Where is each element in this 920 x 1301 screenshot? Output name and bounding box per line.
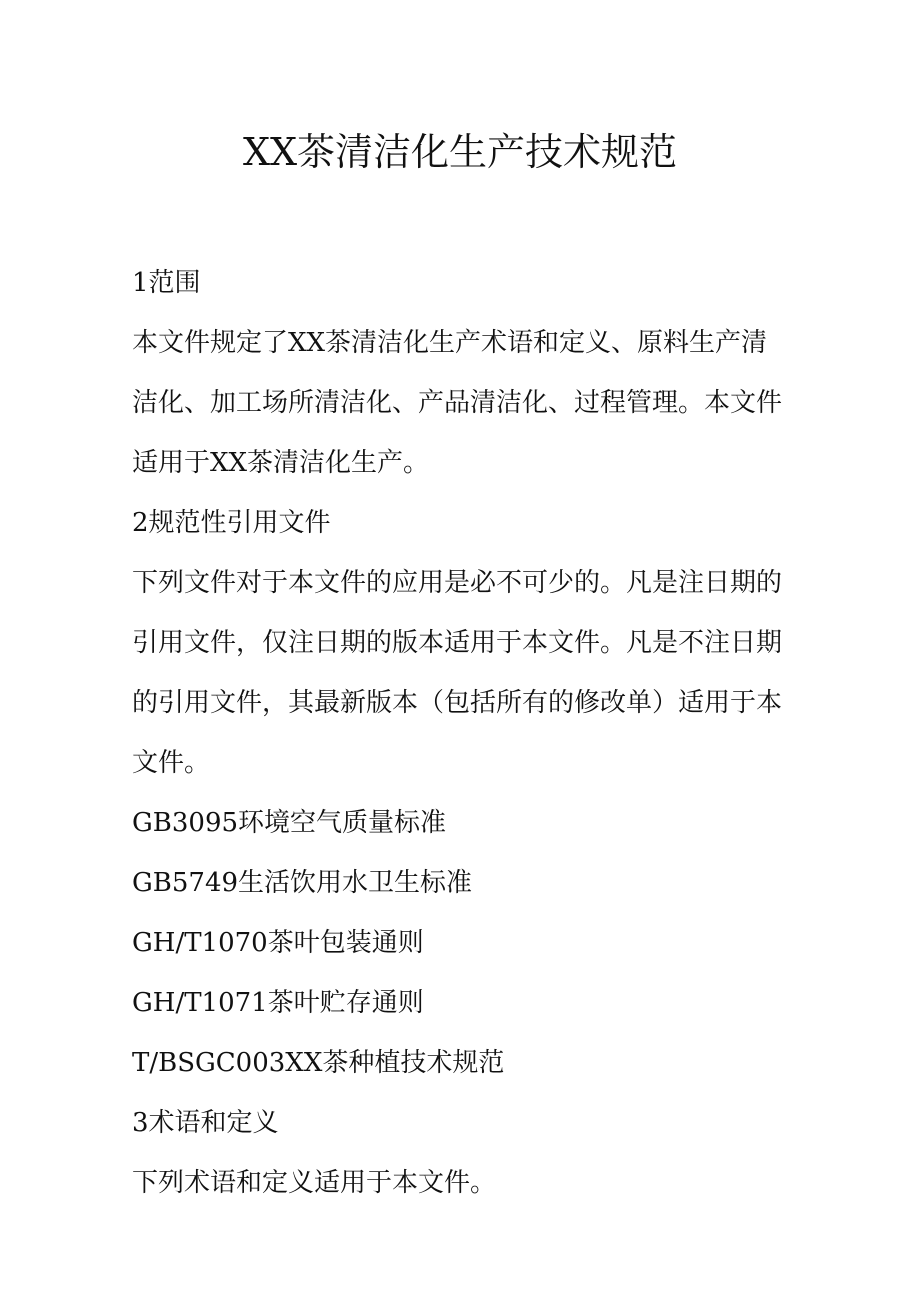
section-1-paragraph-line-3: 适用于XX茶清洁化生产。 [132, 448, 430, 478]
section-3-heading: 3术语和定义 [132, 1108, 279, 1138]
section-1-paragraph-line-2: 洁化、加工场所清洁化、产品清洁化、过程管理。本文件 [132, 388, 783, 418]
reference-item: GB5749生活饮用水卫生标准 [132, 868, 473, 898]
section-2-heading: 2规范性引用文件 [132, 508, 331, 538]
reference-item: T/BSGC003XX茶种植技术规范 [132, 1048, 505, 1078]
reference-item: GB3095环境空气质量标准 [132, 808, 447, 838]
document-title: XX茶清洁化生产技术规范 [242, 130, 678, 174]
section-1-paragraph-line-1: 本文件规定了XX茶清洁化生产术语和定义、原料生产清 [132, 328, 768, 358]
section-2-paragraph-line-2: 引用文件，仅注日期的版本适用于本文件。凡是不注日期 [132, 628, 783, 658]
section-1-heading: 1范围 [132, 268, 201, 298]
reference-item: GH/T1071茶叶贮存通则 [132, 988, 424, 1018]
reference-item: GH/T1070茶叶包装通则 [132, 928, 424, 958]
section-3-paragraph-line-1: 下列术语和定义适用于本文件。 [132, 1168, 497, 1198]
section-2-paragraph-line-1: 下列文件对于本文件的应用是必不可少的。凡是注日期的 [132, 568, 783, 598]
section-2-paragraph-line-3: 的引用文件，其最新版本（包括所有的修改单）适用于本 [132, 688, 783, 718]
section-2-paragraph-line-4: 文件。 [132, 748, 211, 778]
